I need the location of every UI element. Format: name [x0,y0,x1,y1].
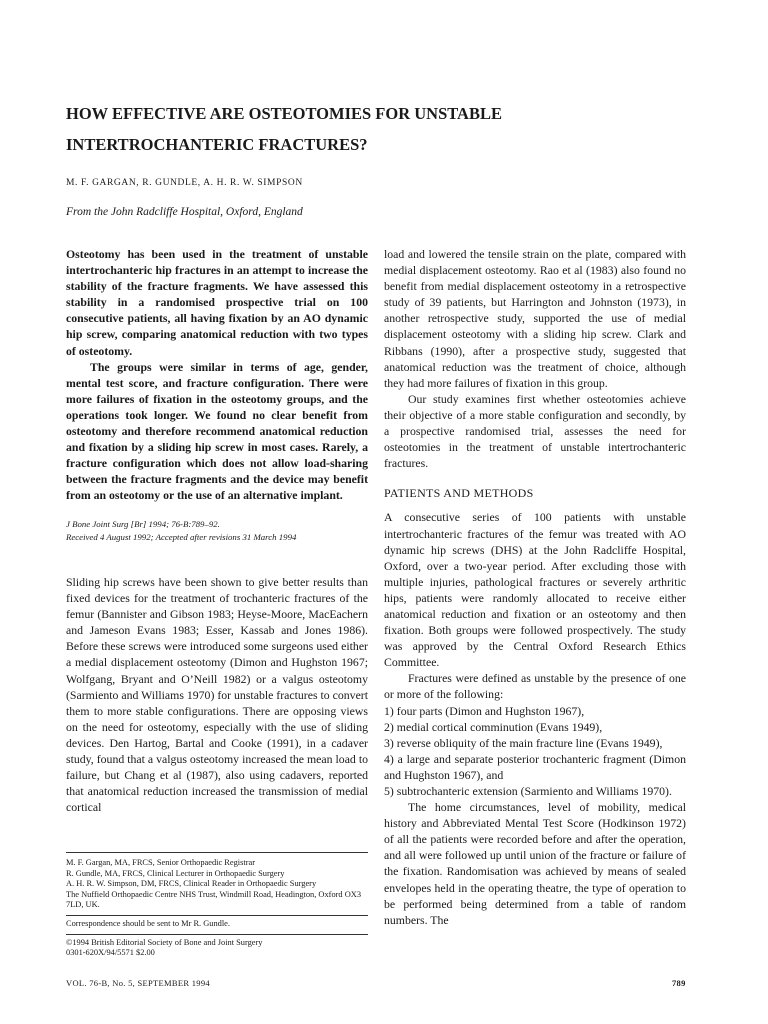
abstract [66,246,368,504]
author-list: M. F. GARGAN, R. GUNDLE, A. H. R. W. SIMPSON [66,178,303,188]
methods-paragraph-2: Fractures were defined as unstable by the presence of one or more of the following: [384,671,686,702]
footnote-address: The Nuffield Orthopaedic Centre NHS Trust, Windmill Road, Headington, Oxford OX3 7LD, UK. [66,889,362,910]
footnotes [66,852,368,961]
intro-paragraph-1: Sliding hip screws have been shown to give better results than fixed devices for the treatment of trochanteric fractures of the femur (Bannister and Gibson 1983; Heyse-Moore, MacEachern and Jameson Evans 1983; Esser, Kassab and Jones 1986). Before these screws were introduced some surgeons used either a medial displacement osteotomy (Dimon and Hughston 1967; Wolfgang, Bryant and O’Neill 1982) or a valgus osteotomy (Sarmiento and Williams 1970) for unstable fractures to convert them to more stable configurations. There are opposing views on the need for osteotomy, especially with the use of sliding devices. Den Hartog, Bartal and Cooke (1991), in a cadaver study, found that a valgus osteotomy increased the mean load to failure, but Chang et al (1987), also using cadavers, reported that anatomical reduction increased the transmission of medial cortical [66,575,369,815]
footnote-author-3: A. H. R. W. Simpson, DM, FRCS, Clinical Reader in Orthopaedic Surgery [66,879,317,889]
correspondence-note: Correspondence should be sent to Mr R. Gundle. [66,915,368,932]
abstract-paragraph-2: The groups were similar in terms of age, gender, mental test score, and fracture configuration. There were more failures of fixation in the osteotomy groups, and the operations took longer. We found no clear benefit from osteotomy and therefore recommend anatomical reduction and fixation by a sliding hip screw in most cases. Rarely, a fracture configuration which does not allow load-sharing between the fracture fragments and the device may benefit from an osteotomy or the use of an alternative implant. [66,359,368,503]
title-line-2: INTERTROCHANTERIC FRACTURES? [66,135,368,154]
section-heading-methods: PATIENTS AND METHODS [384,486,534,501]
author-affiliations [66,856,368,913]
footnote-author-1: M. F. Gargan, MA, FRCS, Senior Orthopaedic Registrar [66,858,255,867]
methods-paragraph-3: The home circumstances, level of mobility, medical history and Abbreviated Mental Test Score (Hodkinson 1972) of all the patients were recorded before and after the operation, and all were followed up until union of the fracture or failure of the fixation. Randomisation was achieved by means of sealed envelopes held in the operating theatre, the type of operation to be performed being determined from a table of random numbers. The [384,800,686,927]
issn-line: 0301-620X/94/5571 $2.00 [66,948,155,958]
intro-paragraph-3: Our study examines first whether osteotomies achieve their objective of a more stable configuration and secondly, by a prospective randomised trial, assesses the need for osteotomies in the treatment of unstable intertrochanteric fractures. [384,391,686,471]
page-number: 789 [672,978,686,988]
list-item: 4) a large and separate posterior trochanteric fragment (Dimon and Hughston 1967), and [384,751,686,782]
right-column [384,246,686,928]
intro-body [66,574,368,815]
running-footer: VOL. 76-B, No. 5, SEPTEMBER 1994 [66,978,210,988]
footnote-author-2: R. Gundle, MA, FRCS, Clinical Lecturer in Orthopaedic Surgery [66,868,285,878]
list-item: 3) reverse obliquity of the main fracture line (Evans 1949), [384,735,663,750]
left-column [66,246,369,958]
abstract-paragraph-1: Osteotomy has been used in the treatment of unstable intertrochanteric hip fractures in an attempt to increase the stability of the fracture fragments. We have assessed this stability in a randomised prospective trial on 100 consecutive patients, all having fixation by an AO dynamic hip screw, comparing anatomical reduction with two types of osteotomy. [66,247,368,358]
affiliation: From the John Radcliffe Hospital, Oxford, England [66,206,303,218]
citation-received: Received 4 August 1992; Accepted after revisions 31 March 1994 [66,531,297,542]
title-line-1: HOW EFFECTIVE ARE OSTEOTOMIES FOR UNSTABLE [66,104,502,123]
citation-journal: J Bone Joint Surg [Br] 1994; 76-B:789–92. [66,518,220,529]
intro-paragraph-2-continued: load and lowered the tensile strain on the plate, compared with medial displacement osteotomy. Rao et al (1983) also found no benefit from medial displacement osteotomy in a retrospective study of 39 patients, but Harrington and Johnston (1973), in another retrospective study, supported the use of medial displacement osteotomy with a sliding hip screw. Clark and Ribbans (1990), after a prospective study, suggested that anatomical reduction was the treatment of choice, although they had more failures of fixation in this group. [384,247,686,390]
methods-paragraph-1: A consecutive series of 100 patients with unstable intertrochanteric fractures of the femur was treated with AO dynamic hip screws (DHS) at the John Radcliffe Hospital, Oxford, over a two-year period. After excluding those with multiple injuries, pathological fractures or severely arthritic hips, patients were randomly allocated to receive either anatomical reduction and fixation or an osteotomy and then fixation. Both groups were followed prospectively. The study was approved by the Central Oxford Research Ethics Committee. [384,510,686,670]
copyright-block [66,934,368,961]
list-item: 2) medial cortical comminution (Evans 1949), [384,719,603,734]
article-title [66,98,706,160]
citation [66,518,368,544]
list-item: 1) four parts (Dimon and Hughston 1967), [384,703,585,718]
list-item: 5) subtrochanteric extension (Sarmiento and Williams 1970). [384,784,672,798]
instability-criteria-list [384,703,686,800]
copyright-line: ©1994 British Editorial Society of Bone and Joint Surgery [66,937,263,947]
